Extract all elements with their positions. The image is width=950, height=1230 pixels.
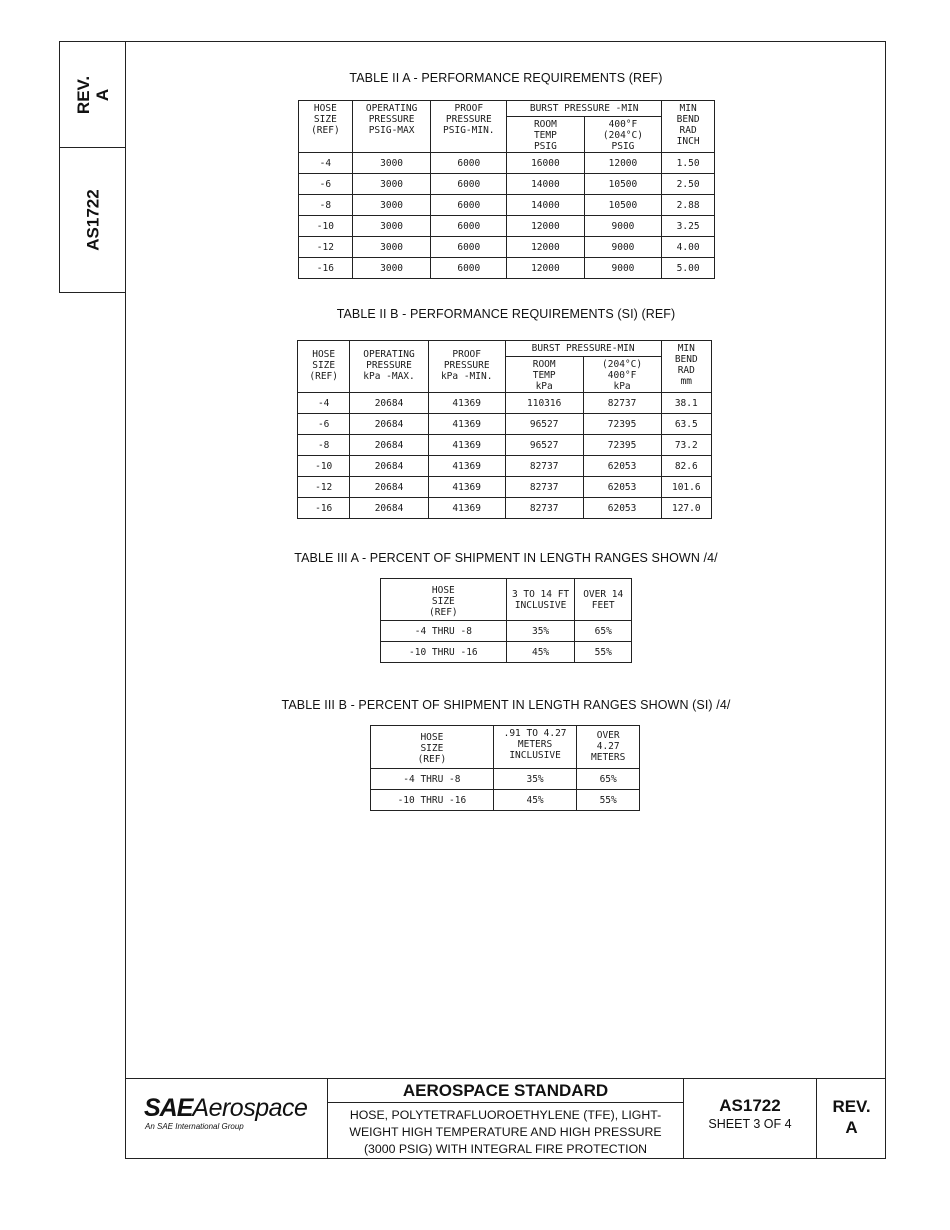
table-cell: 4.00 <box>662 237 715 258</box>
logo-aerospace: Aerospace <box>192 1094 308 1122</box>
table-cell: 35% <box>493 769 577 790</box>
side-rev-value: A <box>92 88 112 101</box>
table-cell: 20684 <box>350 456 428 477</box>
table-cell: 63.5 <box>661 414 711 435</box>
side-doc-box <box>60 148 125 292</box>
revision-label: REV. <box>832 1097 871 1116</box>
table-2b-caption: TABLE II B - PERFORMANCE REQUIREMENTS (SI) (REF) <box>336 307 676 321</box>
table-cell: 72395 <box>583 414 661 435</box>
table-cell: 35% <box>506 621 575 642</box>
table-cell: 65% <box>575 621 632 642</box>
table-cell: 5.00 <box>662 258 715 279</box>
table-cell: 82737 <box>505 477 583 498</box>
header-proof-pressure: PROOF PRESSURE kPa -MIN. <box>428 341 505 393</box>
header-hose-size: HOSE SIZE (REF) <box>298 341 350 393</box>
header-room-temp: ROOM TEMP kPa <box>505 357 583 393</box>
table-row <box>298 435 712 456</box>
table-row <box>299 237 715 258</box>
logo-subtitle: An SAE International Group <box>145 1122 244 1131</box>
header-hot-temp: 400°F (204°C) PSIG <box>584 117 662 153</box>
doc-number: AS1722 <box>719 1096 781 1115</box>
header-hose-size: HOSE SIZE (REF) <box>299 101 353 153</box>
table-cell: 9000 <box>584 258 662 279</box>
table-cell: 20684 <box>350 414 428 435</box>
header-room-temp: ROOM TEMP PSIG <box>507 117 585 153</box>
table-cell: 3000 <box>352 195 431 216</box>
header-burst-pressure: BURST PRESSURE-MIN <box>505 341 661 357</box>
table-cell: -10 THRU -16 <box>381 642 507 663</box>
table-cell: -8 <box>299 195 353 216</box>
table-cell: 2.50 <box>662 174 715 195</box>
table-cell: 96527 <box>505 435 583 456</box>
table-cell: -4 THRU -8 <box>371 769 494 790</box>
table-2a-caption: TABLE II A - PERFORMANCE REQUIREMENTS (REF) <box>349 71 663 85</box>
table-cell: 1.50 <box>662 153 715 174</box>
table-cell: 20684 <box>350 393 428 414</box>
table-cell: 62053 <box>583 477 661 498</box>
table-2b <box>297 340 712 519</box>
header-range-2: OVER 4.27 METERS <box>577 726 640 769</box>
side-doc-number: AS1722 <box>83 189 102 251</box>
table-cell: 55% <box>577 790 640 811</box>
table-cell: 110316 <box>505 393 583 414</box>
side-rev-label: REV. <box>73 75 93 114</box>
table-3a-caption: TABLE III A - PERCENT OF SHIPMENT IN LENGTH RANGES SHOWN /4/ <box>294 551 718 565</box>
table-cell: -10 <box>298 456 350 477</box>
header-min-bend-radius: MIN BEND RAD INCH <box>662 101 715 153</box>
table-cell: 10500 <box>584 174 662 195</box>
table-row <box>299 258 715 279</box>
table-cell: 14000 <box>507 174 585 195</box>
table-cell: 82.6 <box>661 456 711 477</box>
table-cell: 41369 <box>428 477 505 498</box>
side-rev-box <box>60 42 125 148</box>
table-row <box>299 216 715 237</box>
table-row <box>371 790 640 811</box>
header-range-1: 3 TO 14 FT INCLUSIVE <box>506 579 575 621</box>
table-cell: -10 THRU -16 <box>371 790 494 811</box>
header-hose-size: HOSE SIZE (REF) <box>371 726 494 769</box>
title-cell <box>328 1079 684 1159</box>
table-cell: 12000 <box>507 216 585 237</box>
side-rev <box>74 75 112 113</box>
table-row <box>299 174 715 195</box>
table-cell: -6 <box>299 174 353 195</box>
table-row <box>298 393 712 414</box>
standard-description: HOSE, POLYTETRAFLUOROETHYLENE (TFE), LIGHT- WEIGHT HIGH TEMPERATURE AND HIGH PRESSURE (3000 PSIG) WITH INTEGRAL FIRE PROTECTION <box>349 1108 662 1156</box>
table-cell: 82737 <box>505 498 583 519</box>
table-cell: 20684 <box>350 477 428 498</box>
table-cell: 9000 <box>584 216 662 237</box>
table-row <box>298 456 712 477</box>
sae-aerospace-logo <box>144 1094 307 1123</box>
header-burst-pressure: BURST PRESSURE -MIN <box>507 101 662 117</box>
header-operating-pressure: OPERATING PRESSURE kPa -MAX. <box>350 341 428 393</box>
table-cell: 10500 <box>584 195 662 216</box>
table-row <box>299 153 715 174</box>
table-cell: -12 <box>298 477 350 498</box>
revision-value: A <box>845 1118 858 1137</box>
table-cell: -16 <box>298 498 350 519</box>
table-cell: 6000 <box>431 216 507 237</box>
table-row <box>381 642 632 663</box>
table-cell: 41369 <box>428 435 505 456</box>
table-cell: 127.0 <box>661 498 711 519</box>
table-cell: 82737 <box>583 393 661 414</box>
table-cell: 20684 <box>350 498 428 519</box>
table-cell: 3000 <box>352 237 431 258</box>
table-cell: -4 THRU -8 <box>381 621 507 642</box>
table-row <box>371 769 640 790</box>
header-min-bend-radius: MIN BEND RAD mm <box>661 341 711 393</box>
table-row <box>381 621 632 642</box>
side-tab <box>59 41 126 293</box>
table-cell: 3000 <box>352 153 431 174</box>
table-cell: 41369 <box>428 414 505 435</box>
table-cell: 41369 <box>428 456 505 477</box>
table-3a <box>380 578 632 663</box>
table-cell: 82737 <box>505 456 583 477</box>
table-cell: 73.2 <box>661 435 711 456</box>
table-cell: 38.1 <box>661 393 711 414</box>
revision <box>817 1096 886 1138</box>
table-cell: 3000 <box>352 216 431 237</box>
doc-cell <box>684 1079 817 1159</box>
sheet-number: SHEET 3 OF 4 <box>708 1117 792 1131</box>
table-cell: 6000 <box>431 153 507 174</box>
table-cell: 2.88 <box>662 195 715 216</box>
table-row <box>298 477 712 498</box>
table-cell: -4 <box>298 393 350 414</box>
header-operating-pressure: OPERATING PRESSURE PSIG-MAX <box>352 101 431 153</box>
table-cell: -8 <box>298 435 350 456</box>
table-3b-caption: TABLE III B - PERCENT OF SHIPMENT IN LENGTH RANGES SHOWN (SI) /4/ <box>281 698 731 712</box>
table-cell: 12000 <box>507 237 585 258</box>
table-cell: 14000 <box>507 195 585 216</box>
table-cell: -10 <box>299 216 353 237</box>
table-cell: 12000 <box>507 258 585 279</box>
table-row <box>299 195 715 216</box>
table-cell: -4 <box>299 153 353 174</box>
table-cell: 62053 <box>583 498 661 519</box>
table-2a <box>298 100 715 279</box>
table-cell: 62053 <box>583 456 661 477</box>
header-proof-pressure: PROOF PRESSURE PSIG-MIN. <box>431 101 507 153</box>
table-cell: -6 <box>298 414 350 435</box>
table-cell: 3.25 <box>662 216 715 237</box>
table-cell: 3000 <box>352 258 431 279</box>
table-cell: 6000 <box>431 258 507 279</box>
table-cell: 6000 <box>431 237 507 258</box>
table-cell: 6000 <box>431 195 507 216</box>
table-cell: -16 <box>299 258 353 279</box>
table-cell: 6000 <box>431 174 507 195</box>
logo-cell <box>125 1079 328 1159</box>
logo-sae: SAE <box>144 1094 193 1122</box>
table-3b <box>370 725 640 811</box>
table-cell: 96527 <box>505 414 583 435</box>
table-cell: 55% <box>575 642 632 663</box>
table-cell: -12 <box>299 237 353 258</box>
header-range-2: OVER 14 FEET <box>575 579 632 621</box>
title-block <box>125 1078 886 1159</box>
table-row <box>298 498 712 519</box>
table-cell: 45% <box>493 790 577 811</box>
standard-title: AEROSPACE STANDARD <box>328 1079 683 1103</box>
table-cell: 45% <box>506 642 575 663</box>
header-hose-size: HOSE SIZE (REF) <box>381 579 507 621</box>
table-cell: 41369 <box>428 393 505 414</box>
table-cell: 41369 <box>428 498 505 519</box>
table-cell: 9000 <box>584 237 662 258</box>
table-cell: 12000 <box>584 153 662 174</box>
rev-cell <box>817 1079 886 1159</box>
table-cell: 101.6 <box>661 477 711 498</box>
table-cell: 16000 <box>507 153 585 174</box>
table-row <box>298 414 712 435</box>
table-cell: 3000 <box>352 174 431 195</box>
header-hot-temp: (204°C) 400°F kPa <box>583 357 661 393</box>
table-cell: 72395 <box>583 435 661 456</box>
header-range-1: .91 TO 4.27 METERS INCLUSIVE <box>493 726 577 769</box>
table-cell: 20684 <box>350 435 428 456</box>
table-cell: 65% <box>577 769 640 790</box>
